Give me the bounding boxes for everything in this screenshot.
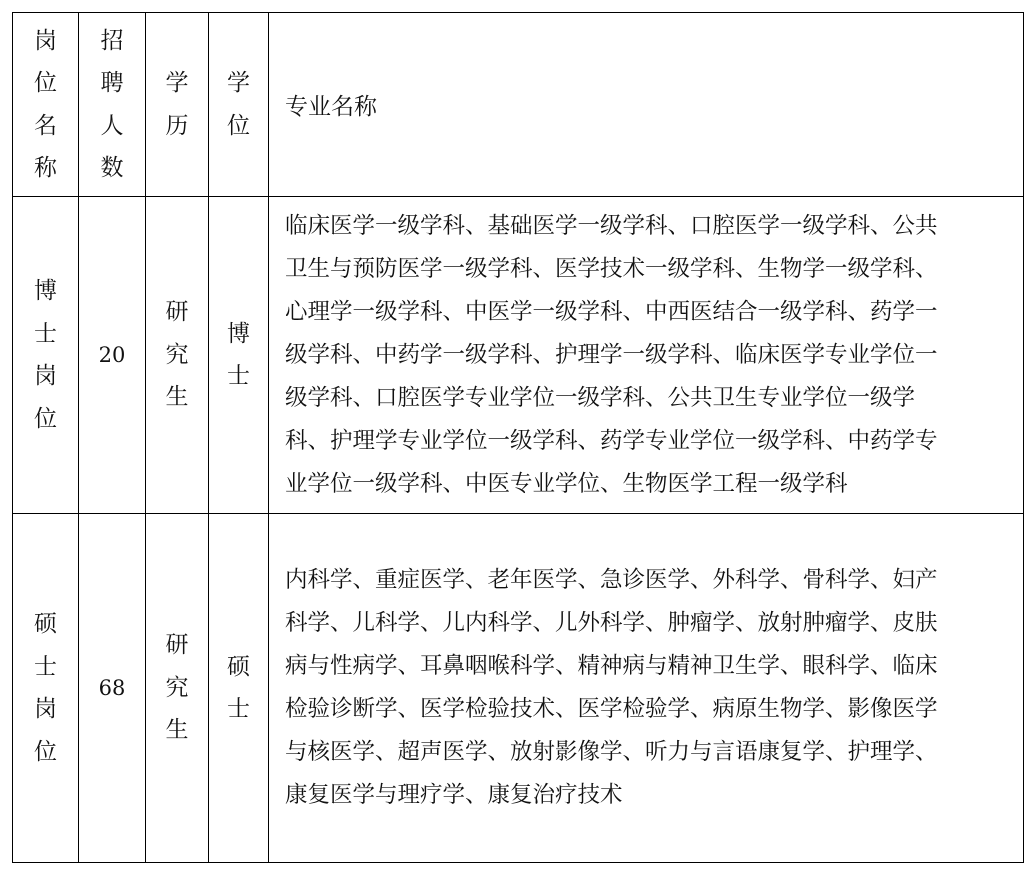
cell-count: 20 — [79, 197, 146, 514]
table-row — [13, 514, 1024, 863]
major-line: 内科学、重症医学、老年医学、急诊医学、外科学、骨科学、妇产 — [285, 567, 938, 593]
cell-education — [146, 514, 209, 863]
cell-position — [13, 514, 79, 863]
degree-text: 博士 — [227, 320, 250, 389]
position-text: 博士岗位 — [34, 278, 57, 432]
recruitment-table — [12, 12, 1024, 863]
cell-degree — [209, 197, 269, 514]
header-education-text: 学历 — [165, 70, 189, 139]
header-major-text: 专业名称 — [285, 94, 377, 120]
major-line: 业学位一级学科、中医专业学位、生物医学工程一级学科 — [285, 470, 848, 497]
major-line: 科、护理学专业学位一级学科、药学专业学位一级学科、中药学专 — [285, 427, 938, 454]
header-count-text: 招聘人数 — [100, 27, 124, 181]
header-row — [13, 13, 1024, 197]
header-position-text: 岗位名称 — [34, 27, 57, 181]
position-text: 硕士岗位 — [34, 611, 57, 765]
degree-text: 硕士 — [227, 653, 250, 722]
header-education — [146, 13, 209, 197]
major-line: 级学科、口腔医学专业学位一级学科、公共卫生专业学位一级学 — [285, 384, 916, 411]
major-line: 与核医学、超声医学、放射影像学、听力与言语康复学、护理学、 — [285, 739, 938, 765]
major-line: 检验诊断学、医学检验技术、医学检验学、病原生物学、影像医学 — [285, 696, 938, 722]
major-line: 病与性病学、耳鼻咽喉科学、精神病与精神卫生学、眼科学、临床 — [285, 653, 938, 679]
major-line: 级学科、中药学一级学科、护理学一级学科、临床医学专业学位一 — [285, 341, 938, 368]
cell-education — [146, 197, 209, 514]
header-position — [13, 13, 79, 197]
education-text: 研究生 — [165, 299, 189, 411]
major-line: 科学、儿科学、儿内科学、儿外科学、肿瘤学、放射肿瘤学、皮肤 — [285, 610, 938, 636]
cell-position — [13, 197, 79, 514]
major-line: 心理学一级学科、中医学一级学科、中西医结合一级学科、药学一 — [285, 298, 938, 325]
header-major — [269, 13, 1024, 197]
cell-major — [269, 197, 1024, 514]
major-line: 临床医学一级学科、基础医学一级学科、口腔医学一级学科、公共 — [285, 212, 938, 239]
education-text: 研究生 — [165, 632, 189, 744]
major-line: 康复医学与理疗学、康复治疗技术 — [285, 782, 623, 808]
header-degree — [209, 13, 269, 197]
table-row — [13, 197, 1024, 514]
cell-count: 68 — [79, 514, 146, 863]
header-degree-text: 学位 — [227, 70, 250, 139]
cell-major — [269, 514, 1024, 863]
cell-degree — [209, 514, 269, 863]
header-count — [79, 13, 146, 197]
major-line: 卫生与预防医学一级学科、医学技术一级学科、生物学一级学科、 — [285, 255, 938, 282]
